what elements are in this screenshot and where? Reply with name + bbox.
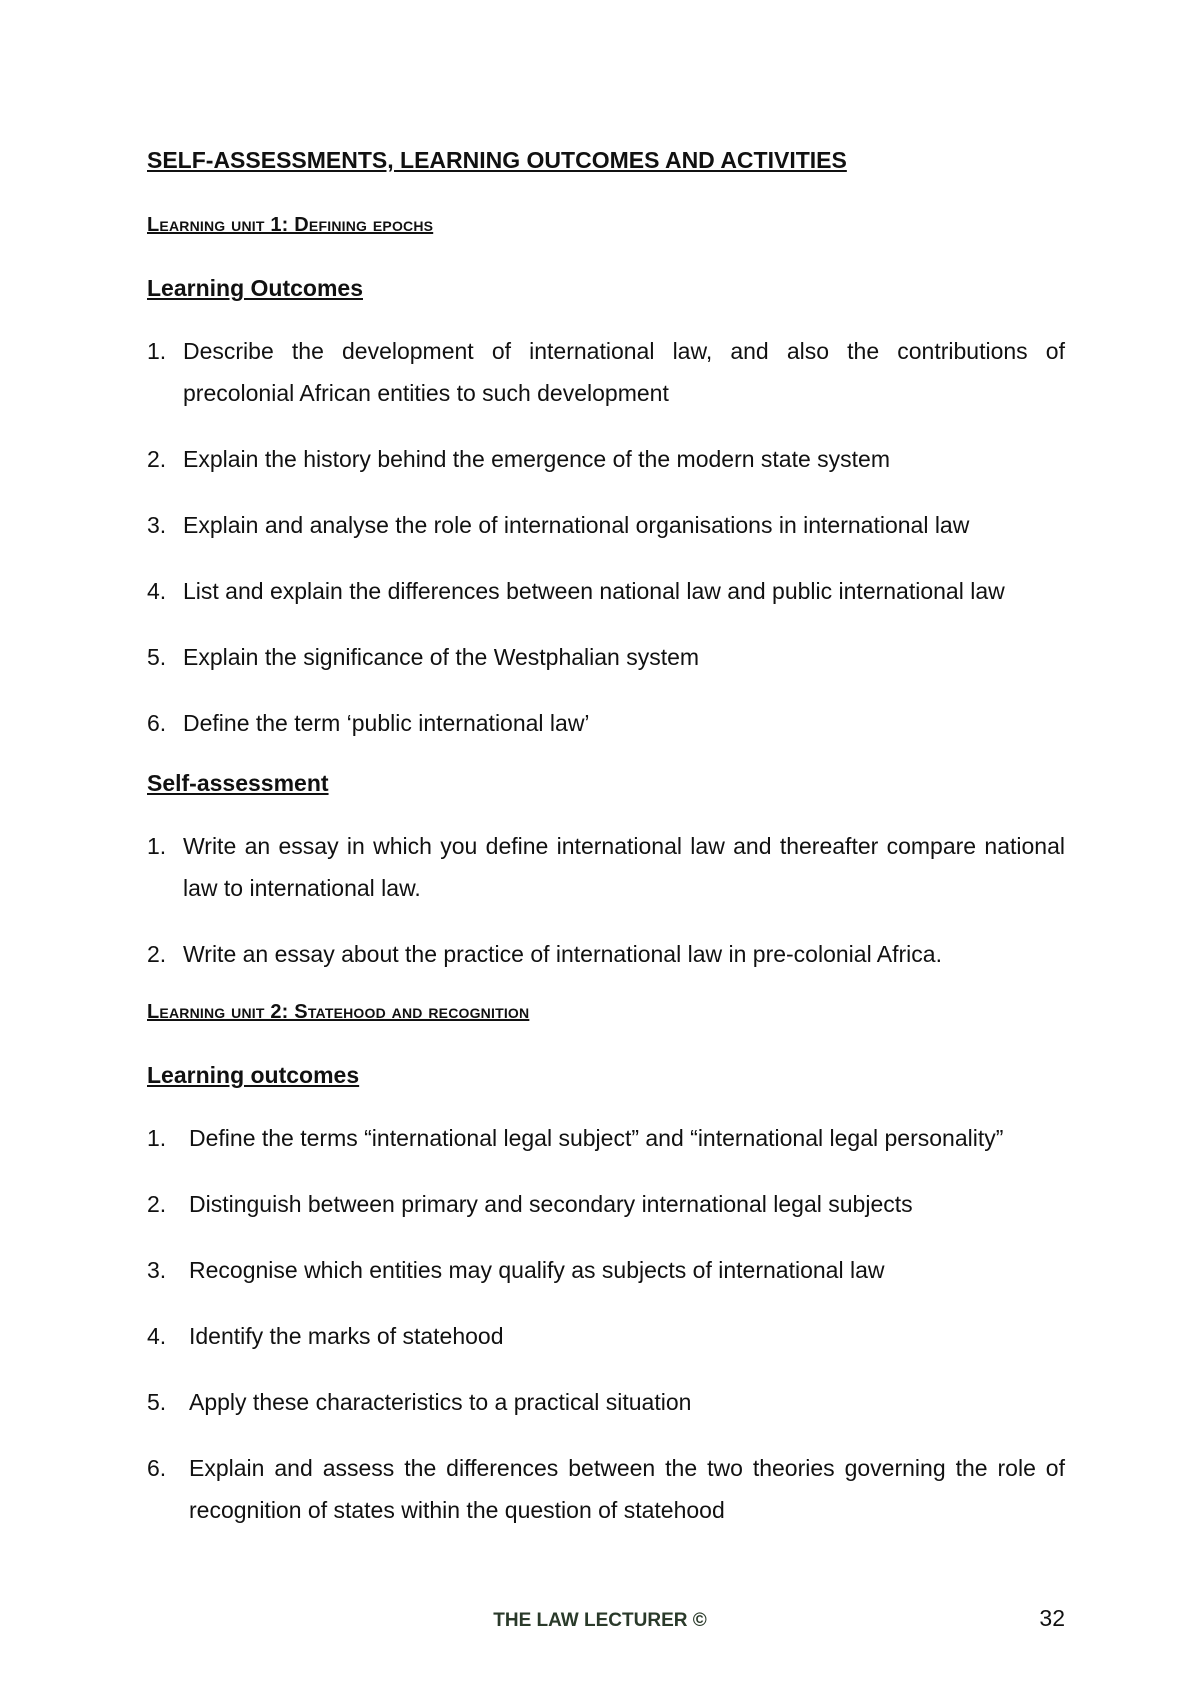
unit1-self-assessment-heading: Self-assessment (147, 770, 329, 796)
unit1-self-assessment-list (147, 825, 1065, 975)
unit1-outcomes-heading: Learning Outcomes (147, 275, 363, 301)
page-title: SELF-ASSESSMENTS, LEARNING OUTCOMES AND ACTIVITIES (147, 147, 847, 173)
item-text: Distinguish between primary and secondary international legal subjects (189, 1191, 913, 1217)
item-text: Explain the significance of the Westphalian system (183, 644, 700, 670)
list-item (147, 933, 1065, 975)
item-text: Explain and assess the differences between the two theories governing the role of recognition of states within the question of statehood (189, 1455, 1065, 1523)
item-number: 4. (147, 1323, 167, 1349)
unit1-heading: Learning unit 1: Defining epochs (147, 214, 434, 236)
list-item (147, 570, 1065, 612)
item-text: Define the term ‘public international law’ (183, 710, 590, 736)
list-item (147, 1381, 1065, 1423)
item-number: 2. (147, 446, 167, 472)
item-number: 5. (147, 644, 167, 670)
item-number: 1. (147, 1125, 167, 1151)
item-number: 1. (147, 833, 167, 859)
item-text: Write an essay about the practice of international law in pre-colonial Africa. (183, 941, 942, 967)
item-number: 2. (147, 941, 167, 967)
page-content (147, 145, 1065, 1555)
item-number: 6. (147, 1455, 167, 1481)
unit2-heading: Learning unit 2: Statehood and recognition (147, 1001, 530, 1023)
list-item (147, 1117, 1065, 1159)
item-number: 1. (147, 338, 167, 364)
item-text: Define the terms “international legal subject” and “international legal personality” (189, 1125, 1004, 1151)
item-number: 3. (147, 1257, 167, 1283)
list-item (147, 330, 1065, 414)
unit2-outcomes-heading: Learning outcomes (147, 1062, 360, 1088)
list-item (147, 636, 1065, 678)
unit1-outcomes-list (147, 330, 1065, 744)
footer-brand: THE LAW LECTURER © (493, 1610, 707, 1631)
item-text: Write an essay in which you define international law and thereafter compare national law to international law. (183, 833, 1065, 901)
list-item (147, 504, 1065, 546)
item-text: Recognise which entities may qualify as subjects of international law (189, 1257, 885, 1283)
list-item (147, 1249, 1065, 1291)
list-item (147, 702, 1065, 744)
item-number: 5. (147, 1389, 167, 1415)
list-item (147, 438, 1065, 480)
item-text: Identify the marks of statehood (189, 1323, 504, 1349)
item-text: Apply these characteristics to a practical situation (189, 1389, 692, 1415)
list-item (147, 1315, 1065, 1357)
item-text: Explain the history behind the emergence of the modern state system (183, 446, 891, 472)
list-item (147, 1183, 1065, 1225)
unit2-outcomes-list (147, 1117, 1065, 1531)
item-text: Describe the development of international law, and also the contributions of precolonial African entities to such development (183, 338, 1065, 406)
item-number: 3. (147, 512, 167, 538)
list-item (147, 825, 1065, 909)
page-number: 32 (1039, 1605, 1065, 1631)
list-item (147, 1447, 1065, 1531)
item-text: List and explain the differences between national law and public international law (183, 578, 1005, 604)
item-number: 2. (147, 1191, 167, 1217)
item-number: 4. (147, 578, 167, 604)
item-text: Explain and analyse the role of international organisations in international law (183, 512, 970, 538)
item-number: 6. (147, 710, 167, 736)
